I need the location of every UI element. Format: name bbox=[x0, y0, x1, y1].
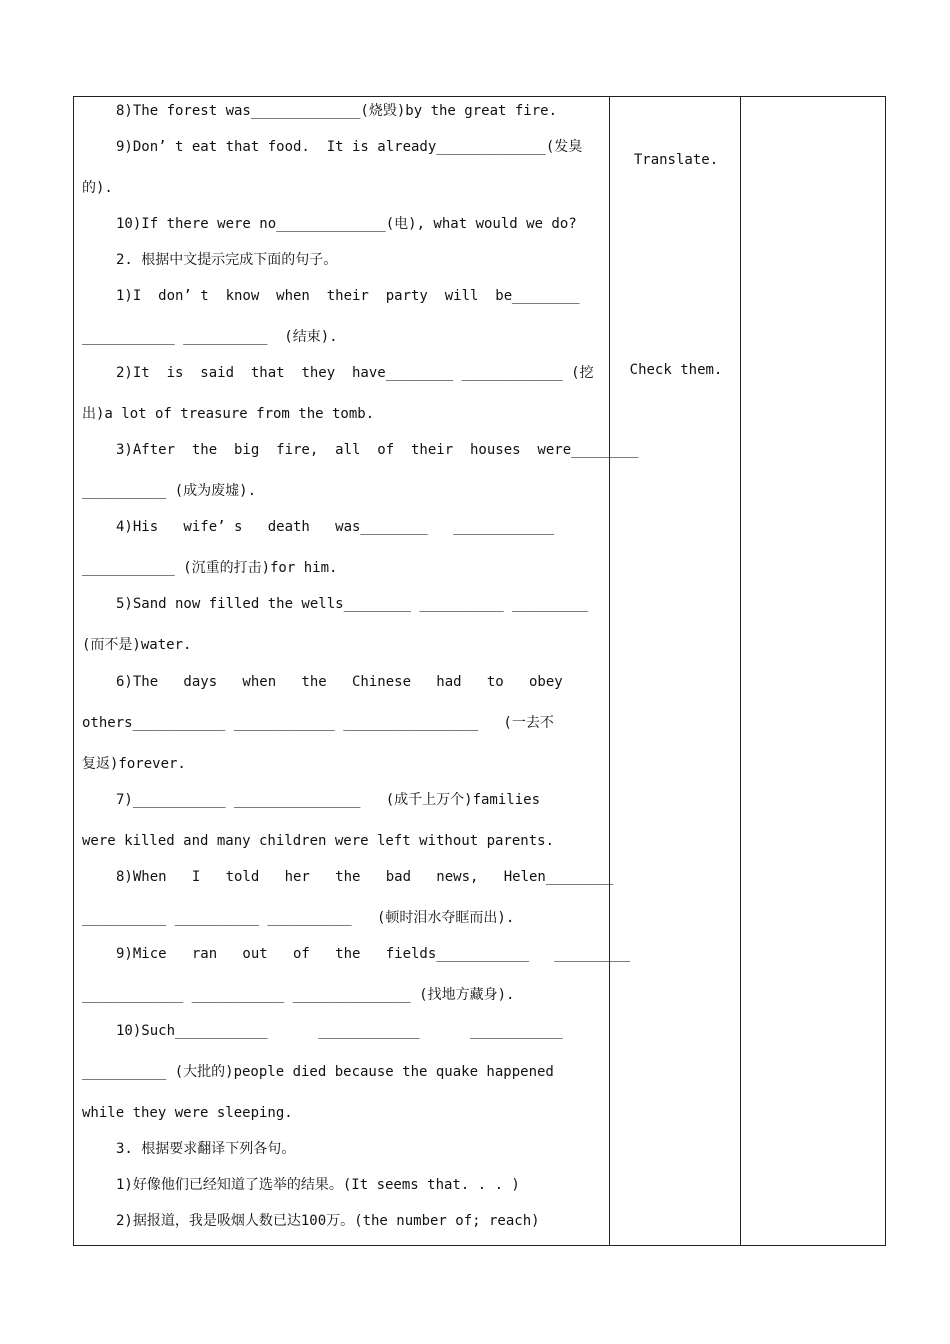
exercise-line: ___________ __________ (结束). bbox=[82, 329, 338, 345]
exercise-line: were killed and many children were left without parents. bbox=[82, 833, 555, 849]
exercise-line: 9)Don’ t eat that food. It is already_____________(发臭 bbox=[116, 139, 583, 155]
exercise-line: 8)The forest was_____________(烧毁)by the great fire. bbox=[116, 103, 558, 119]
exercise-line: 10)If there were no_____________(电), what would we do? bbox=[116, 216, 577, 232]
exercise-line: while they were sleeping. bbox=[82, 1105, 293, 1121]
exercise-line: 9)Mice ran out of the fields___________ _________ bbox=[116, 946, 631, 962]
exercise-line: 4)His wife’ s death was________ ____________ bbox=[116, 519, 555, 535]
exercise-line: __________ __________ __________ (顿时泪水夺眶而出). bbox=[82, 910, 515, 926]
exercise-line: 复返)forever. bbox=[82, 756, 186, 772]
section-heading: 3. 根据要求翻译下列各句。 bbox=[116, 1141, 296, 1157]
column-divider-2 bbox=[740, 97, 741, 1245]
exercise-line: 1)I don’ t know when their party will be________ bbox=[116, 288, 580, 304]
exercise-line: 8)When I told her the bad news, Helen________ bbox=[116, 869, 614, 885]
exercise-line: 的). bbox=[82, 180, 113, 196]
exercise-line: ___________ (沉重的打击)for him. bbox=[82, 560, 338, 576]
exercise-line: others___________ ____________ ________________ (一去不 bbox=[82, 715, 554, 731]
exercise-line: 6)The days when the Chinese had to obey bbox=[116, 674, 563, 690]
exercise-table bbox=[73, 96, 886, 1246]
exercise-line: __________ (成为废墟). bbox=[82, 483, 257, 499]
exercise-line: 5)Sand now filled the wells________ __________ _________ bbox=[116, 596, 589, 612]
section-heading: 2. 根据中文提示完成下面的句子。 bbox=[116, 252, 338, 268]
exercise-line: __________ (大批的)people died because the quake happened bbox=[82, 1064, 554, 1080]
exercise-line: 2)据报道，我是吸烟人数已达100万。(the number of; reach) bbox=[116, 1213, 540, 1229]
exercise-line: 出)a lot of treasure from the tomb. bbox=[82, 406, 375, 422]
translate-note: Translate. bbox=[633, 152, 719, 168]
exercise-line: 10)Such___________ ____________ ___________ bbox=[116, 1023, 563, 1039]
column-divider-1 bbox=[609, 97, 610, 1245]
exercise-line: 3)After the big fire, all of their houses were________ bbox=[116, 442, 639, 458]
exercise-line: 1)好像他们已经知道了选举的结果。(It seems that. . . ) bbox=[116, 1177, 520, 1193]
exercise-line: 2)It is said that they have________ ____________ (挖 bbox=[116, 365, 594, 381]
exercise-line: 7)___________ _______________ (成千上万个)families bbox=[116, 792, 541, 808]
exercise-line: (而不是)water. bbox=[82, 637, 192, 653]
exercise-line: ____________ ___________ ______________ (找地方藏身). bbox=[82, 987, 515, 1003]
check-note: Check them. bbox=[629, 362, 723, 378]
